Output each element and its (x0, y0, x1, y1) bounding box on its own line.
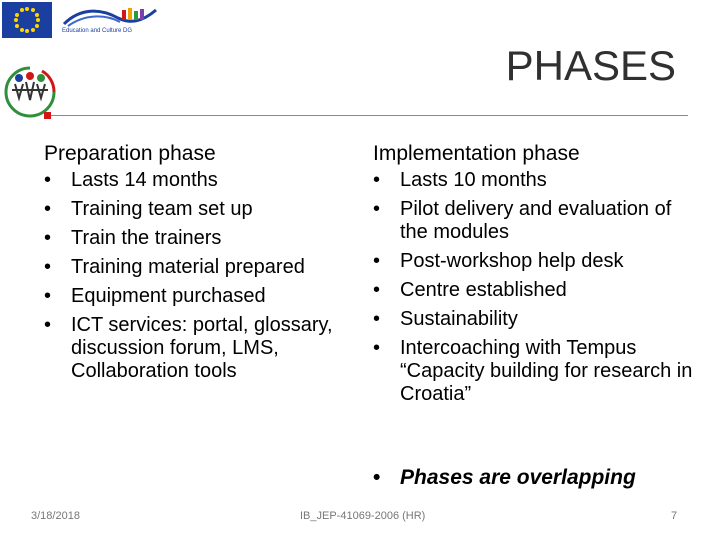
eu-star-icon (35, 13, 39, 17)
bullet-icon: • (44, 169, 52, 191)
bullet-icon: • (373, 337, 381, 359)
eu-star-icon (15, 13, 19, 17)
bullet-icon: • (373, 466, 381, 489)
eu-star-icon (25, 29, 29, 33)
implementation-phase-column (373, 141, 693, 412)
overlap-note (373, 466, 636, 490)
list-item-text: ICT services: portal, glossary, discussion forum, LMS, Collaboration tools (71, 314, 333, 382)
bullet-icon: • (373, 198, 381, 220)
bullet-icon: • (44, 314, 52, 336)
list-item (373, 337, 693, 406)
list-item (44, 256, 334, 279)
list-item-text: Train the trainers (71, 227, 222, 249)
bullet-icon: • (373, 169, 381, 191)
eu-star-icon (35, 24, 39, 28)
eu-flag-icon (2, 2, 52, 38)
bullet-icon: • (373, 250, 381, 272)
eu-star-icon (36, 18, 40, 22)
page-number: 7 (671, 510, 678, 522)
list-item (44, 227, 334, 250)
eu-star-icon (14, 18, 18, 22)
education-culture-text: Education and Culture DG (62, 28, 133, 34)
education-culture-logo (60, 4, 160, 40)
overlap-note-text: Phases are overlapping (400, 466, 636, 489)
footer-date: 3/18/2018 (31, 510, 80, 522)
implementation-phase-heading: Implementation phase (373, 142, 580, 165)
eu-star-icon (31, 28, 35, 32)
list-item (373, 308, 693, 331)
list-item (44, 314, 334, 383)
bullet-icon: • (44, 198, 52, 220)
list-item (373, 250, 693, 273)
list-item-text: Centre established (400, 279, 567, 301)
eu-star-icon (15, 24, 19, 28)
bullet-icon: • (373, 279, 381, 301)
preparation-phase-column (44, 141, 334, 389)
page-title: PHASES (505, 42, 676, 89)
eu-star-icon (31, 8, 35, 12)
bullet-icon: • (44, 227, 52, 249)
bullet-icon: • (373, 308, 381, 330)
list-item-text: Lasts 14 months (71, 169, 218, 191)
list-item-text: Sustainability (400, 308, 518, 330)
list-item-text: Training team set up (71, 198, 253, 220)
eu-star-icon (20, 28, 24, 32)
divider-accent-square (44, 112, 51, 119)
list-item-text: Training material prepared (71, 256, 305, 278)
footer-reference: IB_JEP-41069-2006 (HR) (300, 510, 426, 522)
list-item-text: Equipment purchased (71, 285, 266, 307)
list-item (373, 169, 693, 192)
list-item (373, 279, 693, 302)
list-item-text: Pilot delivery and evaluation of the modules (400, 198, 672, 243)
eu-star-icon (25, 7, 29, 11)
preparation-phase-heading: Preparation phase (44, 142, 216, 165)
list-item-text: Post-workshop help desk (400, 250, 624, 272)
title-divider (48, 115, 688, 116)
list-item-text: Lasts 10 months (400, 169, 547, 191)
list-item (44, 285, 334, 308)
list-item (44, 198, 334, 221)
bullet-icon: • (44, 285, 52, 307)
bullet-icon: • (44, 256, 52, 278)
list-item (44, 169, 334, 192)
list-item (373, 198, 693, 244)
eu-star-icon (20, 8, 24, 12)
list-item-text: Intercoaching with Tempus “Capacity building for research in Croatia” (400, 337, 693, 405)
